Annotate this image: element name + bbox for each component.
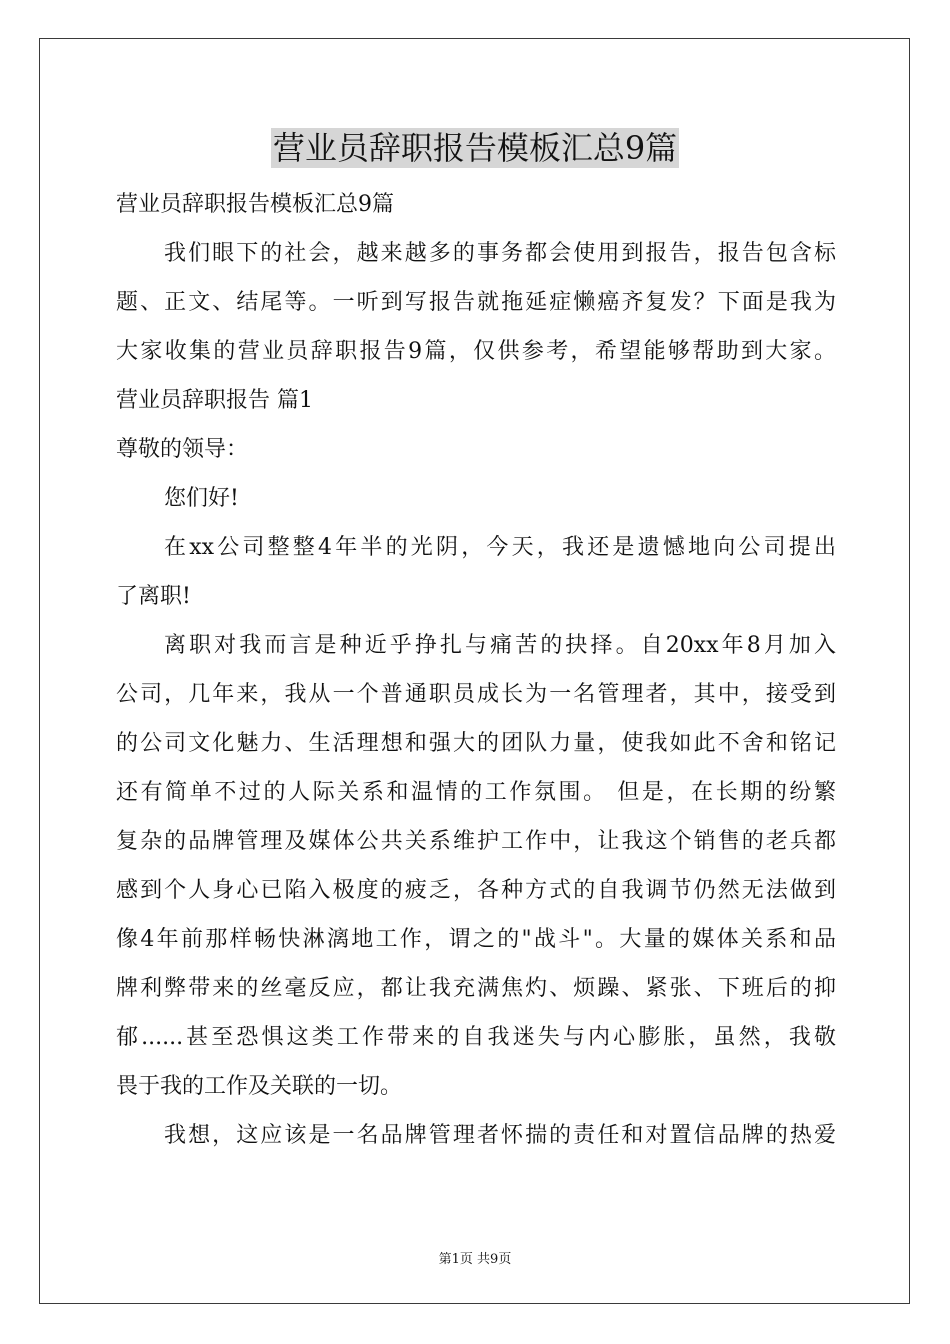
text-line: 营业员辞职报告 篇1 [116,388,313,413]
text-line: 像4年前那样畅快淋漓地工作，谓之的"战斗"。大量的媒体关系和品 [116,927,836,952]
text-line: 尊敬的领导： [116,437,249,462]
text-line: 复杂的品牌管理及媒体公共关系维护工作中，让我这个销售的老兵都 [116,829,836,854]
page-footer: 第1页 共9页 [438,1252,512,1267]
text-line: 畏于我的工作及关联的一切。 [116,1074,403,1099]
text-line: 大家收集的营业员辞职报告9篇，仅供参考，希望能够帮助到大家。 [116,339,836,364]
text-line: 您们好! [164,486,239,511]
text-line: 了离职! [116,584,191,609]
text-line: 牌利弊带来的丝毫反应，都让我充满焦灼、烦躁、紧张、下班后的抑 [116,976,836,1001]
document-title: 营业员辞职报告模板汇总9篇 [272,129,678,167]
text-line: 的公司文化魅力、生活理想和强大的团队力量，使我如此不舍和铭记 [116,731,836,756]
text-line: 题、正文、结尾等。一听到写报告就拖延症懒癌齐复发？下面是我为 [116,290,836,315]
title-container [0,128,950,168]
text-line: 离职对我而言是种近乎挣扎与痛苦的抉择。自20xx年8月加入 [164,633,836,658]
document-body [116,180,836,1160]
text-line: 在xx公司整整4年半的光阴，今天，我还是遗憾地向公司提出 [164,535,836,560]
text-line: 公司，几年来，我从一个普通职员成长为一名管理者，其中，接受到 [116,682,836,707]
text-line: 我们眼下的社会，越来越多的事务都会使用到报告，报告包含标 [164,241,836,266]
text-line: 还有简单不过的人际关系和温情的工作氛围。 但是，在长期的纷繁 [116,780,836,805]
text-line: 营业员辞职报告模板汇总9篇 [116,192,394,217]
text-line: 感到个人身心已陷入极度的疲乏，各种方式的自我调节仍然无法做到 [116,878,836,903]
text-line: 我想，这应该是一名品牌管理者怀揣的责任和对置信品牌的热爱 [164,1123,836,1148]
text-line: 郁......甚至恐惧这类工作带来的自我迷失与内心膨胀，虽然，我敬 [116,1025,836,1050]
